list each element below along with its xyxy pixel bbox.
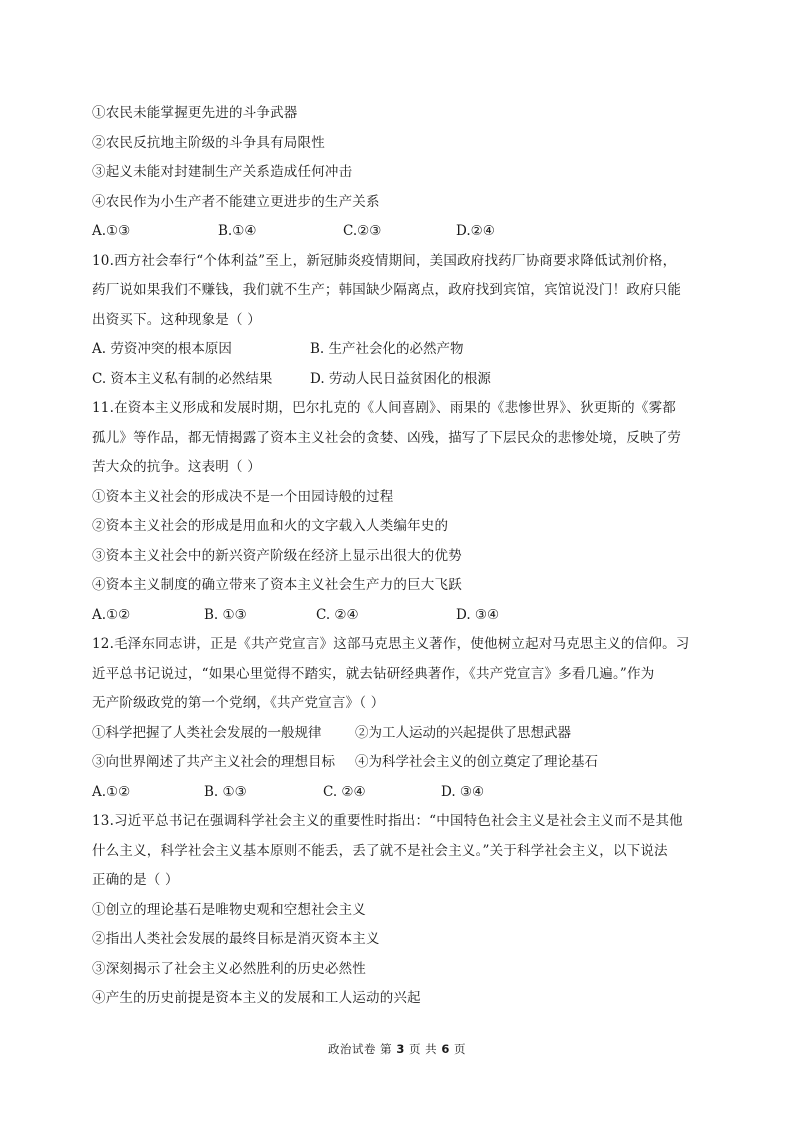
q11-item-2: ②资本主义社会的形成是用血和火的文字载入人类编年史的 (92, 518, 449, 534)
q10-option-c: C. 资本主义私有制的必然结果 (92, 371, 273, 387)
q10-option-b: B. 生产社会化的必然产物 (310, 341, 464, 357)
q13-item-2: ②指出人类社会发展的最终目标是消灭资本主义 (92, 931, 380, 947)
q12-item-2: ②为工人运动的兴起提供了思想武器 (355, 725, 571, 741)
q12-item-3: ③向世界阐述了共产主义社会的理想目标 (92, 754, 335, 770)
q12-stem-line-3: 无产阶级政党的第一个党纲，《共产党宣言》（ ） (92, 695, 385, 711)
footer-middle: 页 共 (409, 1042, 438, 1056)
q9-item-4: ④农民作为小生产者不能建立更进步的生产关系 (92, 194, 380, 210)
footer-total-pages: 6 (441, 1042, 450, 1056)
q9-item-3: ③起义未能对封建制生产关系造成任何冲击 (92, 164, 353, 180)
q9-option-a: A.①③ (92, 223, 131, 239)
q13-item-3: ③深刻揭示了社会主义必然胜利的历史必然性 (92, 961, 366, 977)
footer-page-number: 3 (396, 1042, 405, 1056)
q13-item-1: ①创立的理论基石是唯物史观和空想社会主义 (92, 902, 366, 918)
q11-item-1: ①资本主义社会的形成决不是一个田园诗般的过程 (92, 489, 394, 505)
q12-option-b: B. ①③ (204, 784, 247, 800)
q11-stem-line-3: 苦大众的抗争。这表明（ ） (92, 459, 261, 475)
q13-stem-line-2: 什么主义，科学社会主义基本原则不能丢，丢了就不是社会主义。”关于科学社会主义，以下说法 (92, 843, 668, 859)
q11-option-b: B. ①③ (204, 607, 247, 623)
footer-suffix: 页 (453, 1042, 466, 1056)
q12-item-1: ①科学把握了人类社会发展的一般规律 (92, 725, 322, 741)
q11-stem-line-1: 11.在资本主义形成和发展时期，巴尔扎克的《人间喜剧》、雨果的《悲惨世界》、狄更斯的《雾都 (92, 400, 676, 416)
q9-item-1: ①农民未能掌握更先进的斗争武器 (92, 105, 298, 121)
q12-option-d: D. ③④ (441, 784, 485, 800)
q10-stem-line-1: 10.西方社会奉行“个体利益”至上，新冠肺炎疫情期间，美国政府找药厂协商要求降低试剂价格， (92, 253, 677, 269)
q12-stem-line-2: 近平总书记说过，“如果心里觉得不踏实，就去钻研经典著作，《共产党宣言》多看几遍。”作为 (92, 666, 655, 682)
q12-option-a: A.①② (92, 784, 131, 800)
footer-prefix: 政治试卷 第 (328, 1042, 393, 1056)
q11-option-c: C. ②④ (316, 607, 359, 623)
q10-option-d: D. 劳动人民日益贫困化的根源 (310, 371, 491, 387)
q11-option-d: D. ③④ (456, 607, 500, 623)
q13-stem-line-1: 13.习近平总书记在强调科学社会主义的重要性时指出：“中国特色社会主义是社会主义而不是其他 (92, 813, 683, 829)
q10-stem-line-2: 药厂说如果我们不赚钱，我们就不生产；韩国缺少隔离点，政府找到宾馆，宾馆说没门！政府只能 (92, 282, 682, 298)
q9-option-d: D.②④ (456, 223, 495, 239)
q9-option-b: B.①④ (218, 223, 257, 239)
q9-item-2: ②农民反抗地主阶级的斗争具有局限性 (92, 135, 325, 151)
q13-stem-line-3: 正确的是（ ） (92, 872, 179, 888)
page-footer (0, 1041, 794, 1057)
q10-option-a: A. 劳资冲突的根本原因 (92, 341, 232, 357)
q11-stem-line-2: 孤儿》等作品，都无情揭露了资本主义社会的贪婪、凶残，描写了下层民众的悲惨处境，反映了劳 (92, 430, 682, 446)
q11-option-a: A.①② (92, 607, 131, 623)
q9-option-c: C.②③ (343, 223, 382, 239)
q12-stem-line-1: 12.毛泽东同志讲，正是《共产党宣言》这部马克思主义著作，使他树立起对马克思主义的信仰。习 (92, 636, 690, 652)
q11-item-3: ③资本主义社会中的新兴资产阶级在经济上显示出很大的优势 (92, 548, 462, 564)
q12-option-c: C. ②④ (323, 784, 366, 800)
q11-item-4: ④资本主义制度的确立带来了资本主义社会生产力的巨大飞跃 (92, 577, 462, 593)
q13-item-4: ④产生的历史前提是资本主义的发展和工人运动的兴起 (92, 990, 421, 1006)
q10-stem-line-3: 出资买下。这种现象是（ ） (92, 312, 261, 328)
q12-item-4: ④为科学社会主义的创立奠定了理论基石 (355, 754, 598, 770)
